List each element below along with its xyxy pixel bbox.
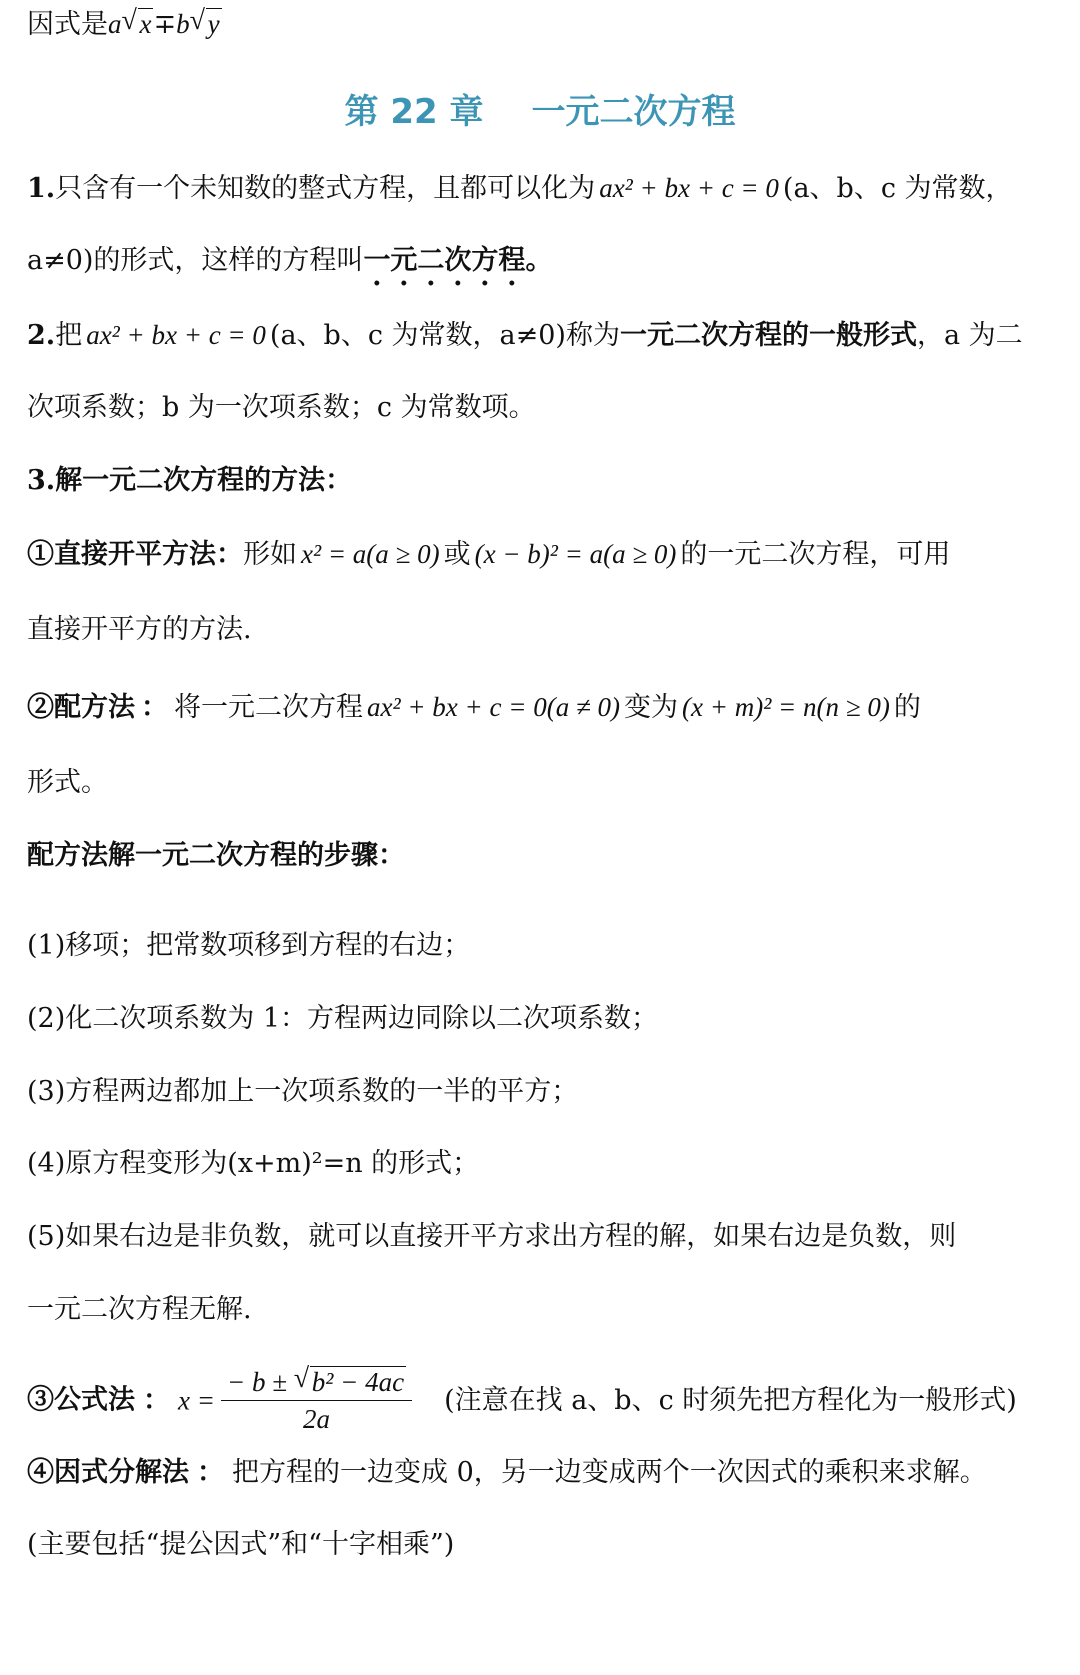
method-1-eq-2: (x − b)² = a(a ≥ 0) <box>474 539 677 569</box>
method-1-eq-1: x² = a(a ≥ 0) <box>301 539 440 569</box>
var-a: a <box>108 9 122 39</box>
method-2-label: ②配方法 <box>27 692 135 723</box>
quadratic-formula: $\frac{\text{− b ± √ b² − 4ac}}{2a}$ <box>221 1364 412 1437</box>
p2-equation: ax² + bx + c = 0 <box>86 320 266 350</box>
step-item: (1)移项；把常数项移到方程的右边； <box>27 930 471 961</box>
p1-text: 只含有一个未知数的整式方程，且都可以化为 <box>55 173 596 204</box>
chapter-title <box>0 90 1080 134</box>
step-item: (4)原方程变形为(x+m)²=n 的形式； <box>27 1148 480 1179</box>
methods-heading: 3.解一元二次方程的方法： <box>27 465 353 496</box>
step-item: (5)如果右边是非负数，就可以直接开平方求出方程的解，如果右边是负数，则 <box>27 1221 957 1252</box>
method-4-line-1: ④因式分解法 ： 把方程的一边变成 0，另一边变成两个一次因式的乘积来求解。 <box>27 1457 987 1488</box>
sqrt-y: √ y <box>190 6 222 42</box>
var-b: b <box>176 9 190 39</box>
step-item: (3)方程两边都加上一次项系数的一半的平方； <box>27 1076 579 1107</box>
formula-lhs: x = <box>178 1385 215 1416</box>
p1-text-2: (a、b、c 为常数， <box>782 173 1013 204</box>
paragraph-1-line-1 <box>27 170 1060 207</box>
method-1-label: ①直接开平方法： <box>27 539 243 570</box>
chapter-name: 一元二次方程 <box>531 92 736 132</box>
top-line-text: 因式是 <box>27 9 108 40</box>
p2-number: 2. <box>27 320 56 351</box>
method-1-line-1: ①直接开平方法：形如 x² = a(a ≥ 0) 或 (x − b)² = a(a ≥ 0) 的一元二次方程，可用 <box>27 539 951 570</box>
method-4-line-2: (主要包括“提公因式”和“十字相乘”) <box>27 1529 455 1560</box>
method-2-eq-2: (x + m)² = n(n ≥ 0) <box>682 692 890 722</box>
method-2-eq-1: ax² + bx + c = 0(a ≠ 0) <box>367 692 621 722</box>
method-4-label: ④因式分解法 <box>27 1457 189 1488</box>
method-2-line-2: 形式。 <box>27 767 108 798</box>
method-1-line-2: 直接开平方的方法. <box>27 614 252 645</box>
paragraph-2-line-1: 2.把 ax² + bx + c = 0 (a、b、c 为常数，a≠0)称为一元二次方程的一般形式，a 为二 <box>27 320 1023 351</box>
p1-number: 1. <box>27 173 56 204</box>
paragraph-1-line-2: a≠0)的形式，这样的方程叫一元二次方程。 <box>27 245 553 276</box>
method-3: ③公式法 ： x = $\frac{\text{− b ± √ b² − 4ac}}{2a}$ (注意在找 a、b、c 时须先把方程化为一般形式) <box>27 1364 1060 1440</box>
p1-term: 一元二次方程 <box>363 245 526 276</box>
method-3-label: ③公式法 <box>27 1384 135 1416</box>
p1-text-3: a≠0)的形式，这样的方程叫 <box>27 245 364 276</box>
p2-bold-term: 一元二次方程的一般形式 <box>619 320 917 351</box>
sqrt-x: √ x <box>122 6 154 42</box>
method-2-line-1: ②配方法 ： 将一元二次方程 ax² + bx + c = 0(a ≠ 0) 变为 (x + m)² = n(n ≥ 0) 的 <box>27 692 921 723</box>
top-line <box>27 6 1060 43</box>
formula-sqrt: √ b² − 4ac <box>294 1364 406 1400</box>
steps-heading: 配方法解一元二次方程的步骤： <box>27 840 405 871</box>
minus-plus: ∓ <box>153 9 177 39</box>
step-item-5-line-2: 一元二次方程无解. <box>27 1294 252 1325</box>
paragraph-2-line-2: 次项系数；b 为一次项系数；c 为常数项。 <box>27 392 536 423</box>
p1-equation: ax² + bx + c = 0 <box>599 173 779 203</box>
chapter-number: 第 22 章 <box>344 92 484 132</box>
step-item: (2)化二次项系数为 1：方程两边同除以二次项系数； <box>27 1003 659 1034</box>
method-3-note: (注意在找 a、b、c 时须先把方程化为一般形式) <box>444 1384 1017 1416</box>
